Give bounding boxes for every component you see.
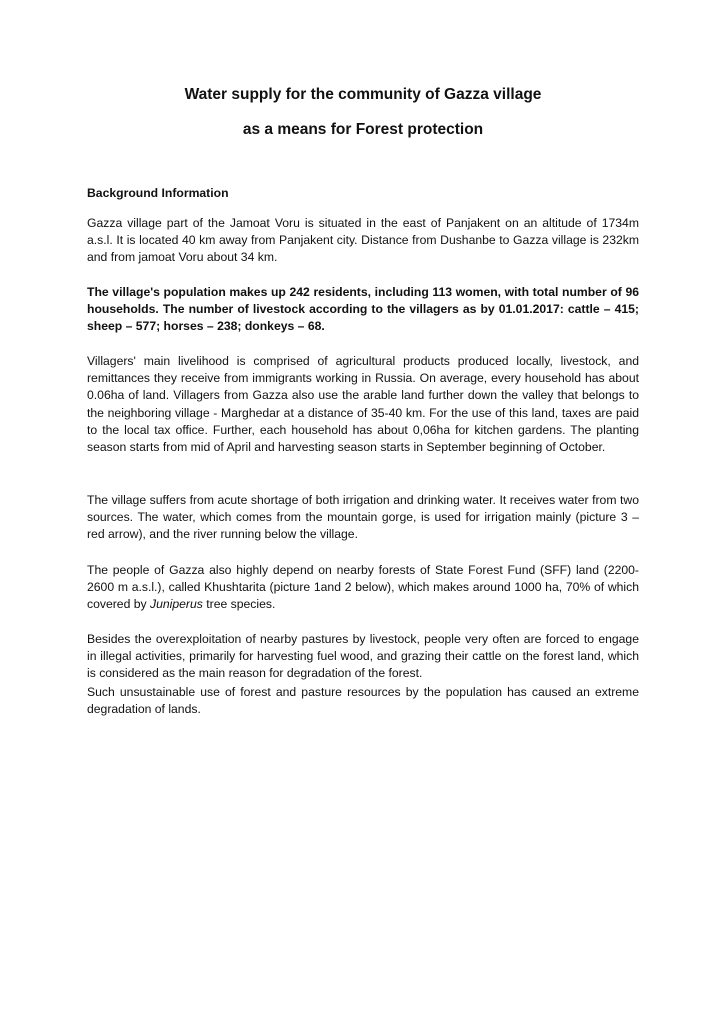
- species-name-juniperus: Juniperus: [150, 597, 203, 612]
- paragraph-degradation: Such unsustainable use of forest and pasture resources by the population has caused an extreme degradation of lands.: [87, 685, 639, 717]
- paragraph-population: The village's population makes up 242 residents, including 113 women, with total number of 96 households. The number of livestock according to the villagers as by 01.01.2017: cattle – 415; sheep – 577; horses – 238; donkeys – 68.: [87, 285, 639, 334]
- paragraph-location: Gazza village part of the Jamoat Voru is situated in the east of Panjakent on an altitude of 1734m a.s.l. It is located 40 km away from Panjakent city. Distance from Dushanbe to Gazza village is 232km and from jamoat Voru about 34 km.: [87, 216, 639, 265]
- section-heading-background: Background Information: [87, 186, 229, 200]
- paragraph-forest-dependence: [87, 562, 639, 614]
- paragraph-water-shortage: The village suffers from acute shortage of both irrigation and drinking water. It receives water from two sources. The water, which comes from the mountain gorge, is used for irrigation mainly (picture 3 – red arrow), and the river running below the village.: [87, 493, 639, 542]
- paragraph-forest-text-end: tree species.: [202, 597, 276, 612]
- paragraph-livelihood: Villagers' main livelihood is comprised of agricultural products produced locally, livestock, and remittances they receive from immigrants working in Russia. On average, every household has about 0.06ha of land. Villagers from Gazza also use the arable land further down the valley that belongs to the neighboring village - Marghedar at a distance of 35-40 km. For the use of this land, taxes are paid to the local tax office. Further, each household has about 0,06ha for kitchen gardens. The planting season starts from mid of April and harvesting season starts in September beginning of October.: [87, 354, 639, 455]
- document-title-line-1: Water supply for the community of Gazza village: [184, 86, 542, 103]
- document-title-line-2: as a means for Forest protection: [242, 121, 484, 138]
- paragraph-overexploitation: Besides the overexploitation of nearby pastures by livestock, people very often are forced to engage in illegal activities, primarily for harvesting fuel wood, and grazing their cattle on the forest land, which is considered as the main reason for degradation of the forest.: [87, 632, 639, 681]
- paragraph-forest-text-start: The people of Gazza also highly depend on nearby forests of State Forest Fund (SFF) land (2200-2600 m a.s.l.), called Khushtarita (picture 1and 2 below), which makes around 1000 ha, 70% of which covered by: [87, 563, 639, 612]
